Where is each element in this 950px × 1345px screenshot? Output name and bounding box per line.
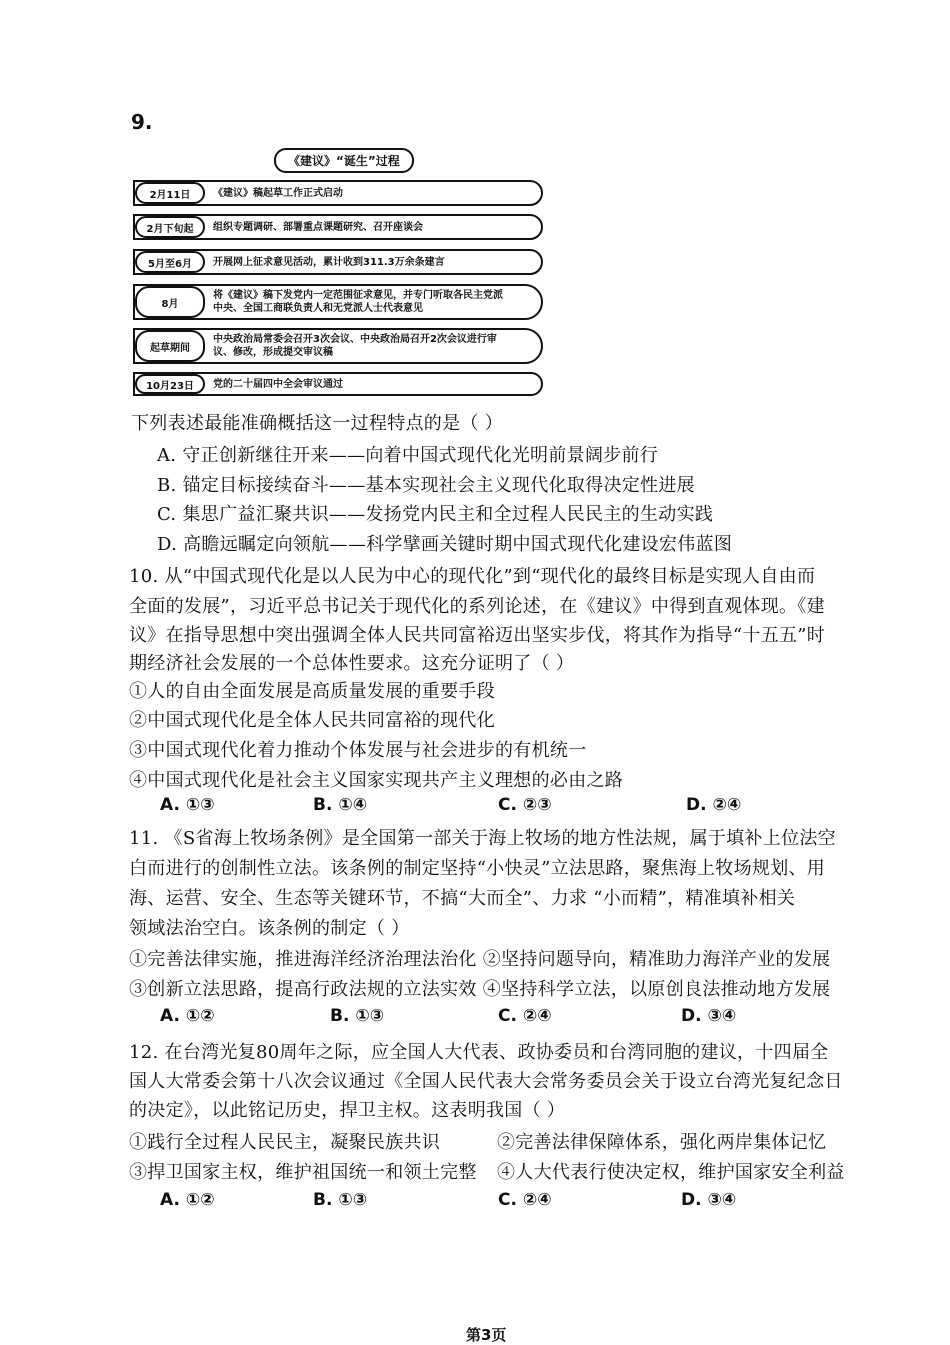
timeline-text: 将《建议》稿下发党内一定范围征求意见，并专门听取各民主党派中央、全国工商联负责人和无党派人士代表意见 bbox=[213, 290, 503, 314]
question-12-statement: ③捍卫国家主权，维护祖国统一和领土完整 bbox=[129, 1162, 477, 1183]
question-9-stem: 下列表述最能准确概括这一过程特点的是（ ） bbox=[131, 413, 504, 434]
timeline-date: 8月 bbox=[135, 286, 205, 318]
question-11-line: 领域法治空白。该条例的制定（ ） bbox=[129, 918, 410, 939]
question-10-choice-a[interactable]: A. ①③ bbox=[160, 795, 215, 815]
question-12-choice-a[interactable]: A. ①② bbox=[160, 1190, 215, 1210]
timeline-row bbox=[133, 249, 543, 275]
question-12-line: 的决定》，以此铭记历史，捍卫主权。这表明我国（ ） bbox=[129, 1100, 566, 1121]
timeline-row bbox=[133, 214, 543, 240]
question-11-line: 海、运营、安全、生态等关键环节，不搞“大而全”、力求 “小而精”，精准填补相关 bbox=[129, 888, 796, 909]
question-9-option-d[interactable]: D. 高瞻远瞩定向领航——科学擘画关键时期中国式现代化建设宏伟蓝图 bbox=[157, 534, 733, 555]
timeline-text: 《建议》稿起草工作正式启动 bbox=[213, 187, 343, 199]
question-12-statement: ②完善法律保障体系，强化两岸集体记忆 bbox=[497, 1132, 827, 1153]
timeline-title: 《建议》“诞生”过程 bbox=[274, 148, 414, 173]
question-11-statement: ③创新立法思路，提高行政法规的立法实效 ④坚持科学立法，以原创良法推动地方发展 bbox=[129, 979, 831, 1000]
question-11-statement: ①完善法律实施，推进海洋经济治理法治化 ②坚持问题导向，精准助力海洋产业的发展 bbox=[129, 949, 831, 970]
question-10-statement: ①人的自由全面发展是高质量发展的重要手段 bbox=[129, 681, 495, 702]
question-10-choice-d[interactable]: D. ②④ bbox=[686, 795, 742, 815]
question-10-line: 全面的发展”，习近平总书记关于现代化的系列论述，在《建议》中得到直观体现。《建 bbox=[129, 596, 825, 617]
timeline-row bbox=[133, 180, 543, 206]
timeline-date: 2月11日 bbox=[135, 182, 205, 204]
question-10-line: 期经济社会发展的一个总体性要求。这充分证明了（ ） bbox=[129, 653, 575, 674]
question-9-option-b[interactable]: B. 锚定目标接续奋斗——基本实现社会主义现代化取得决定性进展 bbox=[157, 475, 695, 496]
question-10-choice-b[interactable]: B. ①④ bbox=[313, 795, 368, 815]
timeline-date: 5月至6月 bbox=[135, 251, 205, 273]
question-12-choice-c[interactable]: C. ②④ bbox=[498, 1190, 552, 1210]
question-9-option-a[interactable]: A. 守正创新继往开来——向着中国式现代化光明前景阔步前行 bbox=[157, 445, 659, 466]
timeline-text: 党的二十届四中全会审议通过 bbox=[213, 378, 343, 390]
question-11-choice-d[interactable]: D. ③④ bbox=[681, 1006, 737, 1026]
question-12-choice-d[interactable]: D. ③④ bbox=[681, 1190, 737, 1210]
timeline-date: 10月23日 bbox=[135, 374, 205, 394]
question-10-line: 10. 从“中国式现代化是以人民为中心的现代化”到“现代化的最终目标是实现人自由而 bbox=[129, 566, 816, 587]
page-number: 第3页 bbox=[466, 1326, 507, 1344]
timeline-date: 2月下旬起 bbox=[135, 216, 205, 238]
question-12-line: 国人大常委会第十八次会议通过《全国人民代表大会常务委员会关于设立台湾光复纪念日 bbox=[129, 1071, 843, 1092]
question-10-statement: ②中国式现代化是全体人民共同富裕的现代化 bbox=[129, 710, 495, 731]
timeline-row bbox=[133, 284, 543, 320]
question-10-choice-c[interactable]: C. ②③ bbox=[498, 795, 552, 815]
timeline-text: 组织专题调研、部署重点课题研究、召开座谈会 bbox=[213, 221, 423, 233]
question-12-line: 12. 在台湾光复80周年之际，应全国人大代表、政协委员和台湾同胞的建议，十四届全 bbox=[129, 1042, 829, 1063]
question-10-line: 议》在指导思想中突出强调全体人民共同富裕迈出坚实步伐，将其作为指导“十五五”时 bbox=[129, 625, 826, 646]
question-11-choice-a[interactable]: A. ①② bbox=[160, 1006, 215, 1026]
question-9-option-c[interactable]: C. 集思广益汇聚共识——发扬党内民主和全过程人民民主的生动实践 bbox=[157, 504, 714, 525]
question-12-statement: ①践行全过程人民民主，凝聚民族共识 bbox=[129, 1132, 441, 1153]
timeline-text: 中央政治局常委会召开3次会议、中央政治局召开2次会议进行审议、修改，形成提交审议稿 bbox=[213, 334, 497, 358]
timeline-date: 起草期间 bbox=[135, 330, 205, 362]
question-11-choice-b[interactable]: B. ①③ bbox=[330, 1006, 385, 1026]
timeline-row bbox=[133, 328, 543, 364]
question-11-choice-c[interactable]: C. ②④ bbox=[498, 1006, 552, 1026]
question-11-line: 白而进行的创制性立法。该条例的制定坚持“小快灵”立法思路，聚焦海上牧场规划、用 bbox=[129, 858, 826, 879]
question-11-line: 11. 《S省海上牧场条例》是全国第一部关于海上牧场的地方性法规，属于填补上位法空 bbox=[129, 828, 836, 849]
question-10-statement: ④中国式现代化是社会主义国家实现共产主义理想的必由之路 bbox=[129, 770, 624, 791]
timeline-text: 开展网上征求意见活动，累计收到311.3万余条建言 bbox=[213, 256, 445, 268]
timeline-row bbox=[133, 372, 543, 396]
question-10-statement: ③中国式现代化着力推动个体发展与社会进步的有机统一 bbox=[129, 740, 587, 761]
question-12-statement: ④人大代表行使决定权，维护国家安全利益 bbox=[497, 1162, 845, 1183]
question-12-choice-b[interactable]: B. ①③ bbox=[313, 1190, 368, 1210]
question-9-number: 9. bbox=[131, 110, 153, 134]
